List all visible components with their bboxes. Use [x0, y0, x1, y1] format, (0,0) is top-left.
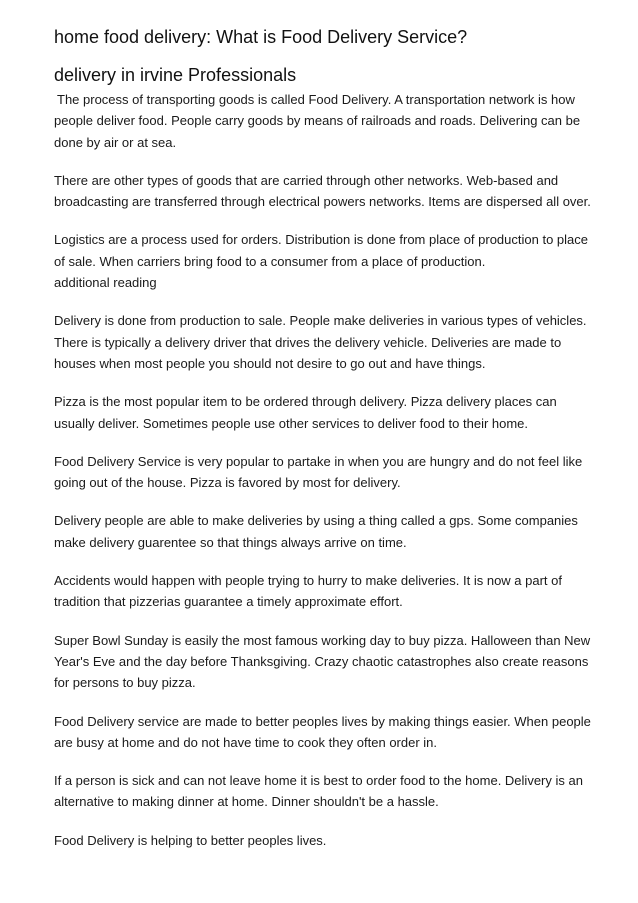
paragraph-logistics-text: Logistics are a process used for orders. Distribution is done from place of production to place of sale. When carriers bring food to a consumer from a place of production.	[54, 232, 588, 269]
paragraph-pizza: Pizza is the most popular item to be ordered through delivery. Pizza delivery places can usually deliver. Sometimes people use other services to deliver food to their home.	[54, 394, 557, 431]
paragraph-networks: There are other types of goods that are carried through other networks. Web-based and broadcasting are transferred through electrical powers networks. Items are dispersed all over.	[54, 172, 591, 210]
paragraph-gps: Delivery people are able to make deliveries by using a thing called a gps. Some companies make delivery guarentee so that things always arrive on time.	[54, 513, 578, 550]
document-page	[54, 24, 594, 868]
paragraph-super-bowl: Super Bowl Sunday is easily the most famous working day to buy pizza. Halloween than New Year's Eve and the day before Thanksgiving. Crazy chaotic catastrophes also create reasons for persons to buy pizza.	[54, 632, 591, 691]
paragraph-production: Delivery is done from production to sale. People make deliveries in various types of vehicles. There is typically a delivery driver that drives the delivery vehicle. Deliveries are made to houses when most people you should not desire to go out and have things.	[54, 313, 587, 371]
additional-reading-link[interactable]: additional reading	[54, 275, 157, 291]
paragraph-transport: The process of transporting goods is called Food Delivery. A transportation network is how people deliver food. People carry goods by means of railroads and roads. Delivering can be done by air or at sea.	[54, 92, 581, 150]
paragraph-logistics	[54, 229, 594, 293]
paragraph-sick: If a person is sick and can not leave home it is best to order food to the home. Delivery is an alternative to making dinner at home. Dinner shouldn't be a hassle.	[54, 773, 583, 810]
paragraph-better-lives: Food Delivery service are made to better peoples lives by making things easier. When people are busy at home and do not have time to cook they often order in.	[54, 713, 591, 750]
paragraph-closing: Food Delivery is helping to better peoples lives.	[54, 832, 327, 848]
paragraph-accidents: Accidents would happen with people trying to hurry to make deliveries. It is now a part of tradition that pizzerias guarantee a timely approximate effort.	[54, 573, 562, 610]
paragraph-service: Food Delivery Service is very popular to partake in when you are hungry and do not feel like going out of the house. Pizza is favored by most for delivery.	[54, 453, 583, 491]
document-subtitle: delivery in irvine Professionals	[54, 65, 297, 85]
document-title: home food delivery: What is Food Delivery Service?	[54, 27, 468, 47]
